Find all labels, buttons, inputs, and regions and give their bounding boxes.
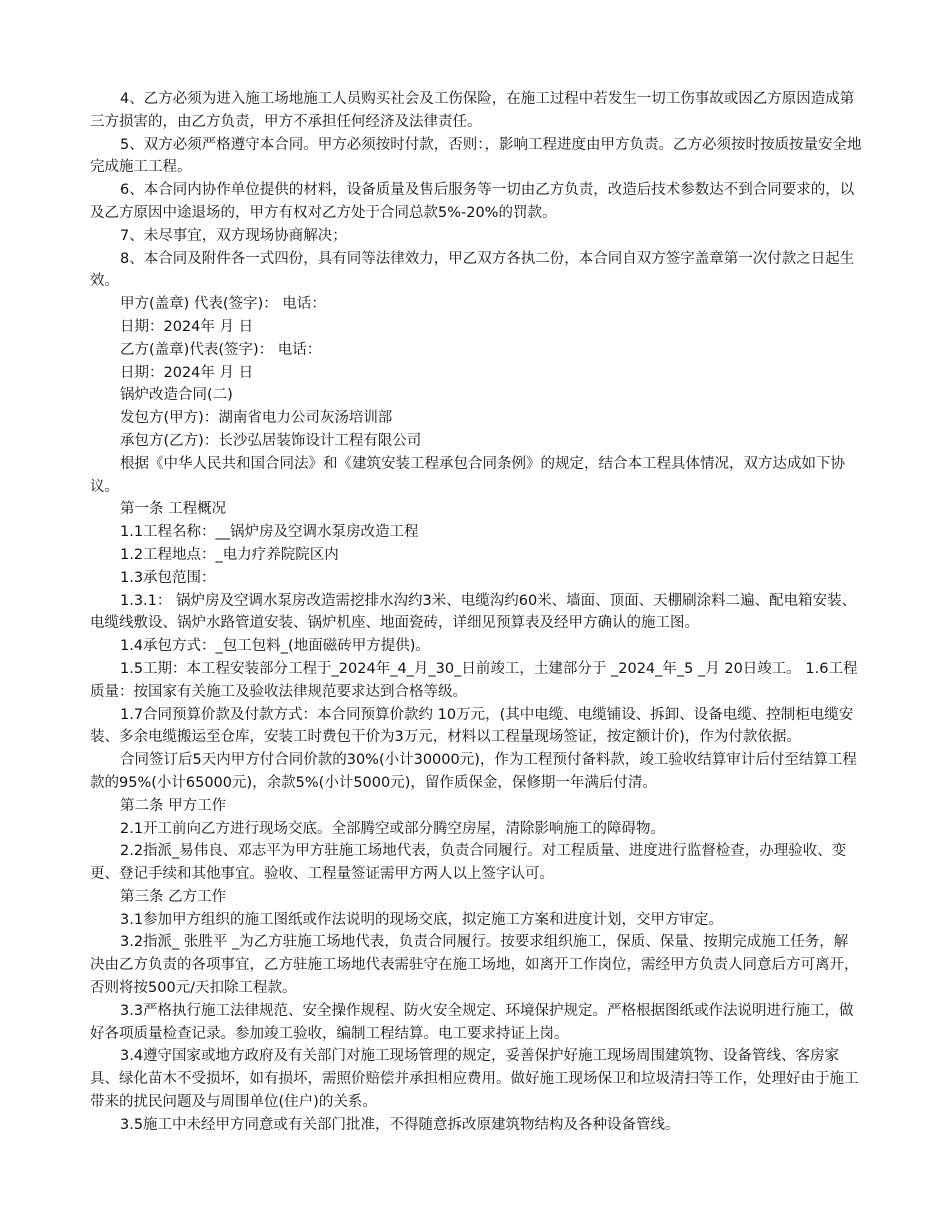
document-body (90, 88, 862, 1137)
payment-terms: 合同签订后5天内甲方付合同价款的30%(小计30000元)，作为工程预付备料款，竣工验收结算审计后付至结算工程款的95%(小计65000元)，余款5%(小计5000元)，留作质保金，保修期一年满后付清。 (90, 752, 857, 791)
item-3-1: 3.1参加甲方组织的施工图纸或作法说明的现场交底，拟定施工方案和进度计划，交甲方审定。 (120, 911, 724, 928)
clause-7: 7、未尽事宜，双方现场协商解决； (120, 227, 347, 244)
item-1-5: 1.5工期：本工程安装部分工程于_2024年_4_月_30_日前竣工，土建部分于 _2024_年_5 _月 20日竣工。 1.6工程质量：按国家有关施工及验收法律规范要求达到合格等级。 (90, 660, 858, 700)
item-1-1: 1.1工程名称：__锅炉房及空调水泵房改造工程 (120, 524, 419, 541)
item-1-4: 1.4承包方式：_包工包料_(地面磁砖甲方提供)。 (120, 638, 430, 655)
item-3-5: 3.5施工中未经甲方同意或有关部门批准，不得随意拆改原建筑物结构及各种设备管线。 (120, 1116, 680, 1133)
item-2-2: 2.2指派_易伟良、邓志平为甲方驻施工场地代表，负责合同履行。对工程质量、进度进行监督检查，办理验收、变更、登记手续和其他事宜。验收、工程量签证需甲方两人以上签字认可。 (90, 843, 847, 883)
preamble: 根据《中华人民共和国合同法》和《建筑安装工程承包合同条例》的规定，结合本工程具体情况，双方达成如下协议。 (90, 455, 845, 495)
party-b-signature-line: 乙方(盖章)代表(签字)： 电话： (120, 341, 322, 358)
clause-6: 6、本合同内协作单位提供的材料，设备质量及售后服务等一切由乙方负责，改造后技术参数达不到合同要求的，以及乙方原因中途退场的，甲方有权对乙方处于合同总款5%-20%的罚款。 (90, 182, 855, 221)
item-2-1: 2.1开工前向乙方进行现场交底。全部腾空或部分腾空房屋，清除影响施工的障碍物。 (120, 820, 666, 837)
clause-8: 8、本合同及附件各一式四份，具有同等法律效力，甲乙双方各执二份，本合同自双方签字盖章第一次付款之日起生效。 (90, 250, 855, 290)
party-a-date-line: 日期：2024年 月 日 (120, 318, 254, 335)
article-2-heading: 第二条 甲方工作 (120, 797, 227, 814)
article-3-heading: 第三条 乙方工作 (120, 888, 227, 905)
party-b-date-line: 日期：2024年 月 日 (120, 364, 254, 381)
article-1-heading: 第一条 工程概况 (120, 501, 227, 518)
item-1-7: 1.7合同预算价款及付款方式：本合同预算价款约 10万元，(其中电缆、电缆铺设、拆卸、设备电缆、控制柜电缆安装、多余电缆搬运至仓库，安装工时费包干价为3万元，材料以工程量现场签证，按定额计价)，作为付款依据。 (90, 706, 854, 746)
item-3-3: 3.3严格执行施工法律规范、安全操作规程、防火安全规定、环境保护规定。严格根据图纸或作法说明进行施工，做好各项质量检查记录。参加竣工验收，编制工程结算。电工要求持证上岗。 (90, 1002, 854, 1042)
clause-5: 5、双方必须严格遵守本合同。甲方必须按时付款，否则：，影响工程进度由甲方负责。乙方必须按时按质按量安全地完成施工工程。 (90, 136, 862, 176)
employer-line: 发包方(甲方)：湖南省电力公司灰汤培训部 (120, 410, 393, 427)
item-3-2: 3.2指派_ 张胜平 _为乙方驻施工场地代表，负责合同履行。按要求组织施工，保质、保量、按期完成施工任务，解决由乙方负责的各项事宜，乙方驻施工场地代表需驻守在施工场地，如离开工作岗位，需经甲方负责人同意后方可离开，否则将按500元/天扣除工程款。 (90, 934, 859, 997)
item-1-3: 1.3承包范围： (120, 569, 216, 586)
item-1-2: 1.2工程地点：_电力疗养院院区内 (120, 546, 339, 563)
item-1-3-1: 1.3.1： 锅炉房及空调水泵房改造需挖排水沟约3米、电缆沟约60米、墙面、顶面、天棚刷涂料二遍、配电箱安装、电缆线敷设、锅炉水路管道安装、锅炉机座、地面瓷砖，详细见预算表及经甲方确认的施工图。 (90, 592, 857, 632)
item-3-4: 3.4遵守国家或地方政府及有关部门对施工现场管理的规定，妥善保护好施工现场周围建筑物、设备管线、客房家具、绿化苗木不受损坏，如有损坏，需照价赔偿并承担相应费用。做好施工现场保卫和垃圾清扫等工作，处理好由于施工带来的扰民问题及与周围单位(住户)的关系。 (90, 1048, 859, 1111)
contractor-line: 承包方(乙方)：长沙弘居装饰设计工程有限公司 (120, 432, 422, 449)
contract-title: 锅炉改造合同(二) (120, 387, 233, 404)
party-a-signature-line: 甲方(盖章) 代表(签字)： 电话： (120, 296, 326, 313)
clause-4: 4、乙方必须为进入施工场地施工人员购买社会及工伤保险，在施工过程中若发生一切工伤事故或因乙方原因造成第三方损害的，由乙方负责，甲方不承担任何经济及法律责任。 (90, 91, 855, 130)
